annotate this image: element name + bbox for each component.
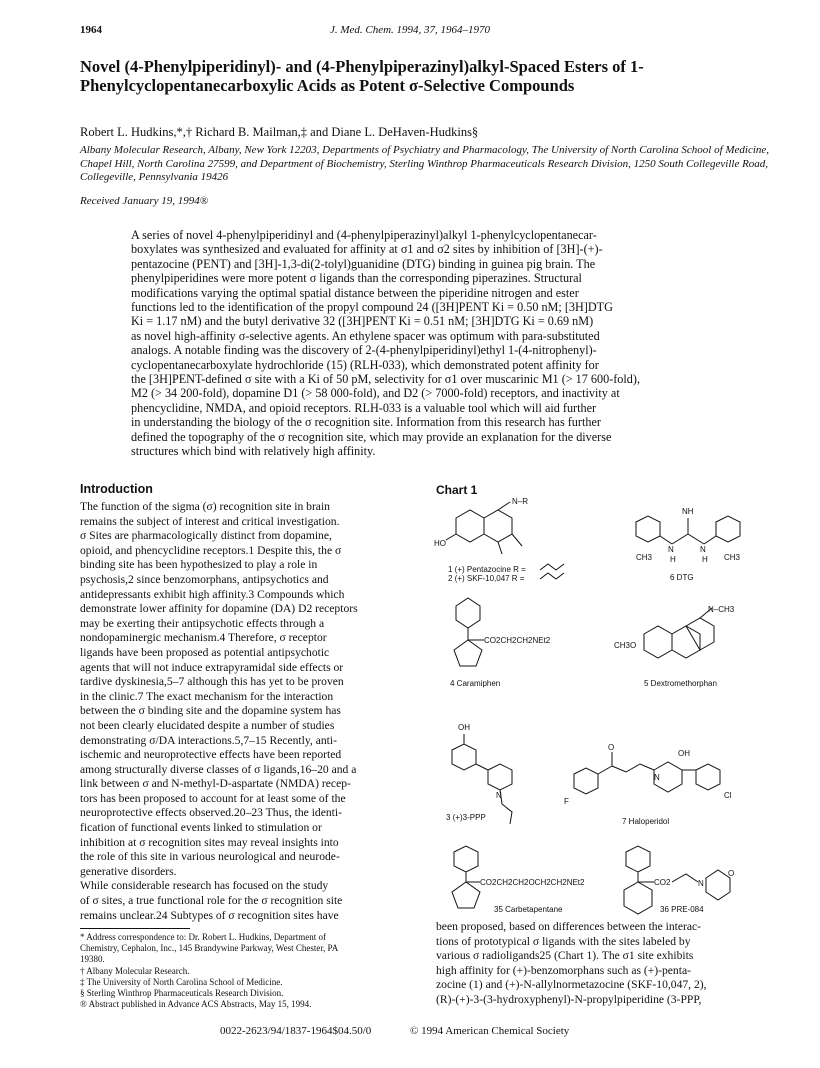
intro-heading: Introduction bbox=[80, 482, 153, 496]
label-7: 7 Haloperidol bbox=[622, 817, 670, 826]
atom-ho: HO bbox=[434, 539, 446, 548]
atom-cl: Cl bbox=[724, 791, 732, 800]
atom-nh: NH bbox=[682, 507, 694, 516]
footnote-rule bbox=[80, 928, 190, 929]
atom-n-pre: N bbox=[698, 879, 704, 888]
atom-ester4: CO2CH2CH2NEt2 bbox=[484, 636, 551, 645]
atom-f: F bbox=[564, 797, 569, 806]
atom-co2: CO2 bbox=[654, 878, 671, 887]
atom-n-right: N bbox=[700, 545, 706, 554]
label-2: 2 (+) SKF-10,047 R = bbox=[448, 574, 525, 583]
atom-oh-3ppp: OH bbox=[458, 723, 470, 732]
structure-haloperidol bbox=[564, 743, 732, 826]
label-5: 5 Dextromethorphan bbox=[644, 679, 717, 688]
atom-ch3-left: CH3 bbox=[636, 553, 653, 562]
atom-n-3ppp: N bbox=[496, 791, 502, 800]
right-column-text: been proposed, based on differences between the interac- tions of prototypical σ ligands with the sites labeled by various σ radioligands25 (Chart 1). The σ1 site exhibits high affinity for (+)-benzomorphans such as (+)-penta- zocine (1) and (+)-N-allylnormetazocine (SKF-10,047, 2), (R)-(+)-3-(3-hydroxyphenyl)-N-propylpiperidine (3-PPP, bbox=[436, 920, 707, 1006]
atom-h-left: H bbox=[670, 555, 676, 564]
label-35: 35 Carbetapentane bbox=[494, 905, 563, 914]
affiliations: Albany Molecular Research, Albany, New York 12203, Departments of Psychiatry and Pharmacology, The University of North Carolina School of Medicine, Chapel Hill, North Carolina 27599, and Department of Biochemistry, Sterling Winthrop Pharmaceuticals Research Division, 1250 South Collegeville Road, Collegeville, Pennsylvania 19426 bbox=[80, 144, 770, 183]
atom-o-pre: O bbox=[728, 869, 735, 878]
structure-dtg bbox=[636, 507, 741, 582]
footnotes: * Address correspondence to: Dr. Robert L. Hudkins, Department of Chemistry, Cephalon, Inc., 145 Brandywine Parkway, West Chester, PA 19380. † Albany Molecular Research. ‡ The University of North Carolina School of Medicine. § Sterling Winthrop Pharmaceuticals Research Division. ® Abstract published in Advance ACS Abstracts, May 15, 1994. bbox=[80, 932, 339, 1010]
atom-n-halo: N bbox=[654, 773, 660, 782]
authors: Robert L. Hudkins,*,† Richard B. Mailman,‡ and Diane L. DeHaven-Hudkins§ bbox=[80, 125, 479, 139]
structure-caramiphen bbox=[450, 598, 551, 688]
abstract: A series of novel 4-phenylpiperidinyl and (4-phenylpiperazinyl)alkyl 1-phenylcyclopentanecar- boxylates was synthesized and evaluated for affinity at σ1 and σ2 sites by inhibition of [3H]-(+)- pentazocine (PENT) and [3H]-1,3-di(2-tolyl)guanidine (DTG) binding in guinea pig brain. The phenylpiperidines were more potent σ ligands than the corresponding piperazines. Structural modifications varying the optimal spatial distance between the piperidine nitrogen and ester functions led to the identification of the propyl compound 24 ([3H]PENT Ki = 0.50 nM; [3H]DTG Ki = 1.17 nM) and the butyl derivative 32 ([3H]PENT Ki = 0.51 nM; [3H]DTG Ki = 0.69 nM) as novel high-affinity σ-selective agents. An ethylene spacer was optimum with para-substituted analogs. A notable finding was the discovery of 2-(4-phenylpiperidinyl)ethyl 1-(4-nitrophenyl)- cyclopentanecarboxylate hydrochloride (15) (RLH-033), which demonstrated potent affinity for the [3H]PENT-defined σ site with a Ki of 50 pM, selectivity for σ1 over muscarinic M1 (> 17 600-fold), M2 (> 34 200-fold), dopamine D1 (> 58 000-fold), and D2 (> 7000-fold) receptors, and inactivity at phencyclidine, NMDA, and opioid receptors. RLH-033 is a valuable tool which will aid further in understanding the biology of the σ recognition site. Information from this research has further defined the topography of the σ recognition site, which may provide an explanation for the diverse structures which bind with relatively high affinity. bbox=[131, 228, 640, 459]
atom-oh-halo: OH bbox=[678, 749, 690, 758]
chart-title: Chart 1 bbox=[436, 483, 478, 497]
page-number: 1964 bbox=[80, 24, 102, 36]
paper-title: Novel (4-Phenylpiperidinyl)- and (4-Phenylpiperazinyl)alkyl-Spaced Esters of 1-Phenylcyclopentanecarboxylic Acids as Potent σ-Selective Compounds bbox=[80, 57, 644, 95]
atom-n-left: N bbox=[668, 545, 674, 554]
structure-carbetapentane bbox=[452, 846, 585, 914]
atom-ch3o: CH3O bbox=[614, 641, 637, 650]
label-4: 4 Caramiphen bbox=[450, 679, 501, 688]
structure-pentazocine bbox=[434, 497, 564, 583]
structure-dextromethorphan bbox=[614, 605, 735, 688]
label-6: 6 DTG bbox=[670, 573, 694, 582]
footer-code: 0022-2623/94/1837-1964$04.50/0 bbox=[220, 1025, 372, 1037]
journal-citation: J. Med. Chem. 1994, 37, 1964–1970 bbox=[329, 24, 491, 36]
structure-3-ppp bbox=[446, 723, 512, 824]
atom-o-halo: O bbox=[608, 743, 615, 752]
atom-nch3: N–CH3 bbox=[708, 605, 735, 614]
label-1: 1 (+) Pentazocine R = bbox=[448, 565, 526, 574]
atom-h-right: H bbox=[702, 555, 708, 564]
received-date: Received January 19, 1994® bbox=[80, 195, 209, 207]
footer-copyright: © 1994 American Chemical Society bbox=[410, 1025, 570, 1037]
atom-ester35: CO2CH2CH2OCH2CH2NEt2 bbox=[480, 878, 585, 887]
atom-ch3-right: CH3 bbox=[724, 553, 741, 562]
chart-1-structures bbox=[436, 498, 776, 918]
atom-nr: N–R bbox=[512, 497, 529, 506]
structure-pre-084 bbox=[624, 846, 734, 914]
label-3: 3 (+)3-PPP bbox=[446, 813, 486, 822]
label-36: 36 PRE-084 bbox=[660, 905, 704, 914]
intro-text: The function of the sigma (σ) recognition site in brain remains the subject of interest and critical investigation. σ Sites are pharmacologically distinct from dopamine, opioid, and phencyclidine receptors.1 Despite this, the σ binding site has been hypothesized to play a role in psychosis,2 since benzomorphans, antipsychotics and antidepressants exhibit high affinity.3 Compounds which demonstrate lower affinity for dopamine (DA) D2 receptors may be exerting their antipsychotic effects through a nondopaminergic mechanism.4 Therefore, σ receptor ligands have been proposed as potential antipsychotic agents that will not induce extrapyramidal side effects or tardive dyskinesia,5–7 although this has yet to be proven in the clinic.7 The exact mechanism for the interaction between the σ binding site and the dopamine system has not been clearly elucidated despite a number of studies demonstrating σ/DA interactions.5,7–15 Recently, anti- ischemic and neuroprotective effects have been reported among structurally diverse classes of σ ligands,16–20 and a link between σ and N-methyl-D-aspartate (NMDA) recep- tors has been proposed to account for at least some of the neuroprotective effects observed.20–23 Thus, the identi- fication of functional events linked to stimulation or inhibition at σ recognition sites may reveal insights into the role of this site in various neurological and neurode- generative disorders. While considerable research has focused on the study of σ sites, a true functional role for the σ recognition site remains unclear.24 Subtypes of σ recognition sites have bbox=[80, 500, 358, 922]
